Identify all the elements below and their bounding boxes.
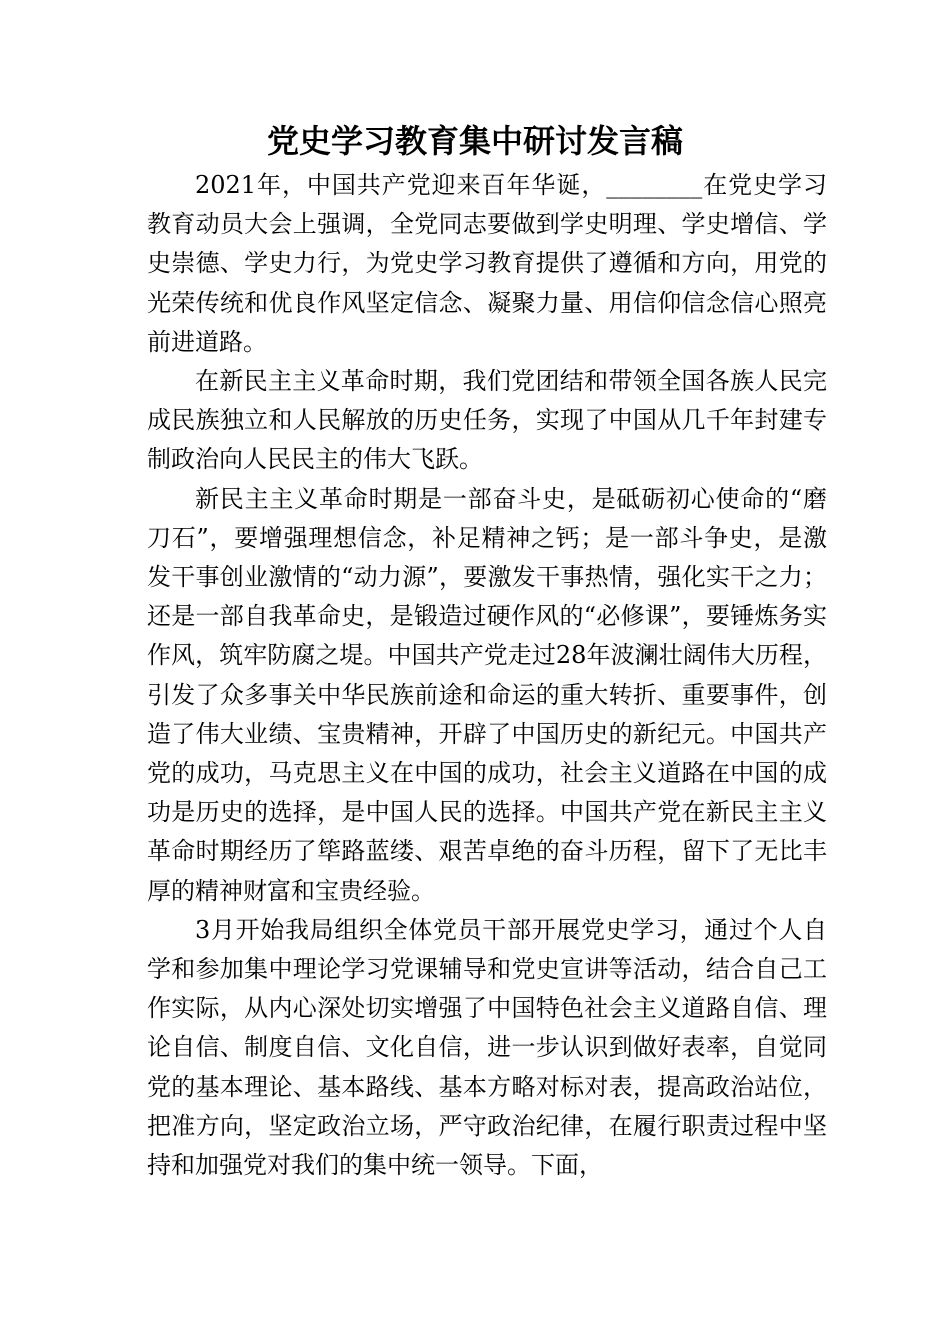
paragraph-3: 新民主主义革命时期是一部奋斗史，是砥砺初心使命的“磨刀石”，要增强理想信念，补足精神之钙；是一部斗争史，是激发干事创业激情的“动力源”，要激发干事热情，强化实干之力；还是一部自我革命史，是锻造过硬作风的“必修课”，要锤炼务实作风，筑牢防腐之堤。中国共产党走过28年波澜壮阔伟大历程，引发了众多事关中华民族前途和命运的重大转折、重要事件，创造了伟大业绩、宝贵精神，开辟了中国历史的新纪元。中国共产党的成功，马克思主义在中国的成功，社会主义道路在中国的成功是历史的选择，是中国人民的选择。中国共产党在新民主主义革命时期经历了筚路蓝缕、艰苦卓绝的奋斗历程，留下了无比丰厚的精神财富和宝贵经验。 bbox=[147, 484, 827, 905]
paragraph-1: 2021年，中国共产党迎来百年华诞，________在党史学习教育动员大会上强调，全党同志要做到学史明理、学史增信、学史崇德、学史力行，为党史学习教育提供了遵循和方向，用党的光荣传统和优良作风坚定信念、凝聚力量、用信仰信念信心照亮前进道路。 bbox=[147, 171, 827, 356]
paragraph-2: 在新民主主义革命时期，我们党团结和带领全国各族人民完成民族独立和人民解放的历史任务，实现了中国从几千年封建专制政治向人民民主的伟大飞跃。 bbox=[147, 367, 827, 474]
document-body bbox=[147, 166, 827, 1185]
document-title: 党史学习教育集中研讨发言稿 bbox=[266, 122, 683, 160]
paragraph-4: 3月开始我局组织全体党员干部开展党史学习，通过个人自学和参加集中理论学习党课辅导和党史宣讲等活动，结合自己工作实际，从内心深处切实增强了中国特色社会主义道路自信、理论自信、制度自信、文化自信，进一步认识到做好表率，自觉同党的基本理论、基本路线、基本方略对标对表，提高政治站位，把准方向，坚定政治立场，严守政治纪律，在履行职责过程中坚持和加强党对我们的集中统一领导。下面， bbox=[147, 915, 827, 1180]
